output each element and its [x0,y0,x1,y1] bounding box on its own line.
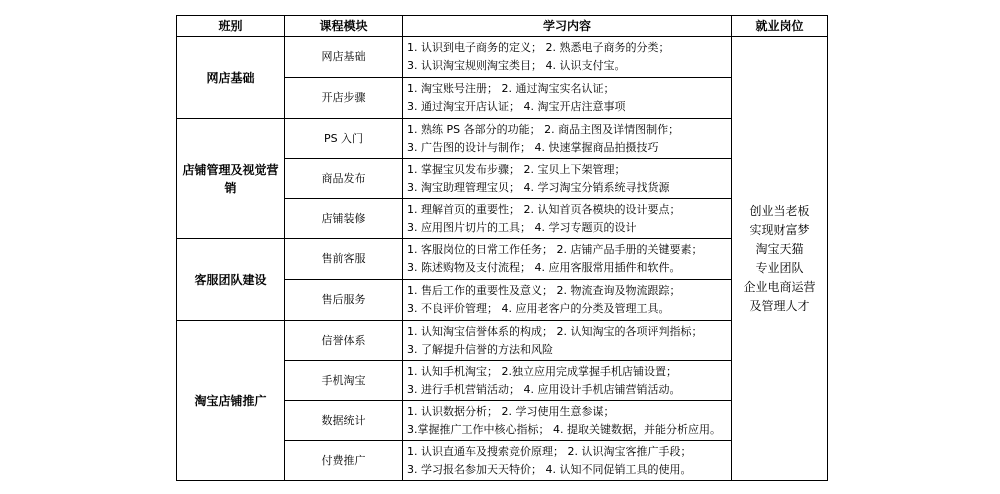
content-cell [403,37,732,78]
class-cell: 淘宝店铺推广 [177,321,285,481]
content-line: 3. 学习报名参加天天特价； 4. 认知不同促销工具的使用。 [407,462,692,476]
content-line: 1. 认知淘宝信誉体系的构成； 2. 认知淘宝的各项评判指标； [407,324,703,338]
module-cell: 商品发布 [285,159,403,199]
table-row [177,119,828,159]
content-line: 1. 认识直通车及搜索竞价原理； 2. 认识淘宝客推广手段； [407,444,692,458]
content-line: 3. 进行手机营销活动； 4. 应用设计手机店铺营销活动。 [407,382,681,396]
content-line: 3. 不良评价管理； 4. 应用老客户的分类及管理工具。 [407,302,670,315]
content-cell [403,441,732,481]
content-line: 3. 了解提升信誉的方法和风险 [407,342,553,356]
module-cell: 付费推广 [285,441,403,481]
job-line: 企业电商运营 [743,279,816,294]
content-cell [403,239,732,280]
module-cell: 网店基础 [285,37,403,78]
content-line: 3.掌握推广工作中核心指标； 4. 提取关键数据，并能分析应用。 [407,422,721,436]
table-row [177,37,828,78]
content-cell [403,280,732,321]
content-line: 3. 认识淘宝规则淘宝类目； 4. 认识支付宝。 [407,59,626,72]
content-line: 3. 通过淘宝开店认证； 4. 淘宝开店注意事项 [407,100,626,113]
class-cell: 网店基础 [177,37,285,119]
content-line: 1. 理解首页的重要性； 2. 认知首页各模块的设计要点； [407,202,681,216]
content-line: 1. 认识到电子商务的定义； 2. 熟悉电子商务的分类； [407,41,670,54]
course-table [176,15,828,481]
module-cell: 售后服务 [285,280,403,321]
module-cell: 数据统计 [285,401,403,441]
class-cell: 店铺管理及视觉营销 [177,119,285,239]
content-cell [403,159,732,199]
header-class: 班别 [177,16,285,37]
job-line: 及管理人才 [749,298,810,313]
module-cell: PS 入门 [285,119,403,159]
module-cell: 店铺装修 [285,199,403,239]
content-line: 1. 认知手机淘宝； 2.独立应用完成掌握手机店铺设置； [407,364,677,378]
job-line: 实现财富梦 [749,222,810,237]
content-cell [403,321,732,361]
content-line: 1. 淘宝账号注册； 2. 通过淘宝实名认证； [407,82,615,95]
content-cell [403,401,732,441]
job-cell [732,37,828,481]
content-line: 1. 客服岗位的日常工作任务； 2. 店铺产品手册的关键要素； [407,243,703,256]
header-module: 课程模块 [285,16,403,37]
header-content: 学习内容 [403,16,732,37]
job-line: 专业团队 [755,260,804,275]
job-line: 淘宝天猫 [755,241,804,256]
content-line: 1. 熟练 PS 各部分的功能； 2. 商品主图及详情图制作； [407,122,680,136]
header-row [177,16,828,37]
content-cell [403,361,732,401]
content-cell [403,78,732,119]
module-cell: 手机淘宝 [285,361,403,401]
job-line: 创业当老板 [749,203,810,218]
content-cell [403,199,732,239]
header-job: 就业岗位 [732,16,828,37]
module-cell: 售前客服 [285,239,403,280]
content-line: 1. 售后工作的重要性及意义； 2. 物流查询及物流跟踪； [407,284,681,297]
content-line: 1. 认识数据分析； 2. 学习使用生意参谋； [407,404,615,418]
content-line: 3. 广告图的设计与制作； 4. 快速掌握商品拍摄技巧 [407,140,659,154]
content-line: 3. 淘宝助理管理宝贝； 4. 学习淘宝分销系统寻找货源 [407,180,670,194]
content-line: 1. 掌握宝贝发布步骤； 2. 宝贝上下架管理； [407,162,626,176]
table-row [177,239,828,280]
class-cell: 客服团队建设 [177,239,285,321]
content-line: 3. 陈述购物及支付流程； 4. 应用客服常用插件和软件。 [407,261,681,274]
table-row [177,321,828,361]
content-line: 3. 应用图片切片的工具； 4. 学习专题页的设计 [407,220,637,234]
module-cell: 信誉体系 [285,321,403,361]
content-cell [403,119,732,159]
module-cell: 开店步骤 [285,78,403,119]
